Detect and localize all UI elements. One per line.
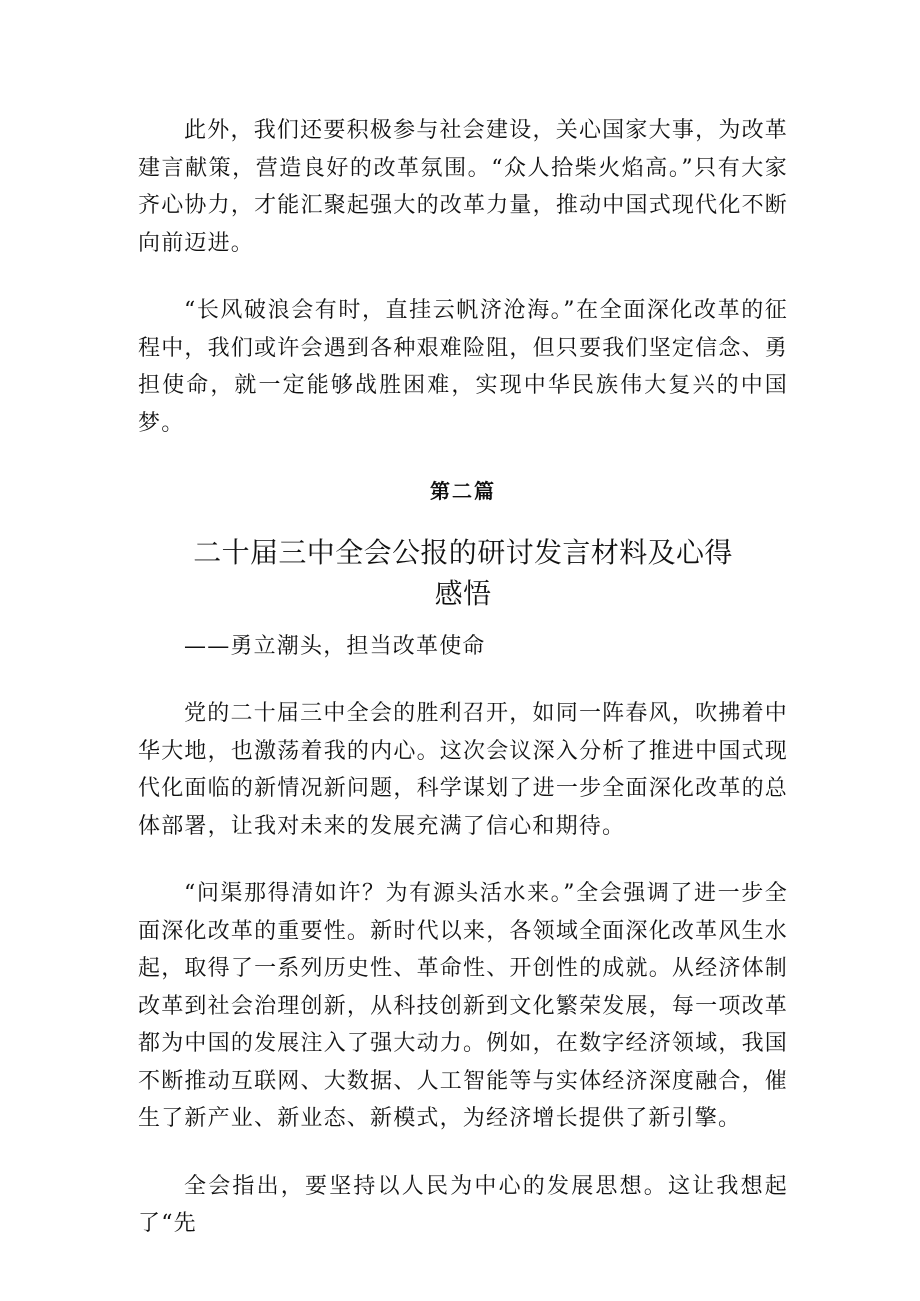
section-label: 第二篇 bbox=[430, 479, 496, 503]
paragraph: 全会指出，要坚持以人民为中心的发展思想。这让我想起了“先 bbox=[138, 1173, 788, 1236]
paragraph: “长风破浪会有时，直挂云帆济沧海。”在全面深化改革的征程中，我们或许会遇到各种艰难险阻，但只要我们坚定信念、勇担使命，就一定能够战胜困难，实现中华民族伟大复兴的中国梦。 bbox=[138, 298, 788, 436]
document-subtitle: ——勇立潮头，担当改革使命 bbox=[184, 634, 486, 659]
paragraph: 此外，我们还要积极参与社会建设，关心国家大事，为改革建言献策，营造良好的改革氛围。“众人拾柴火焰高。”只有大家齐心协力，才能汇聚起强大的改革力量，推动中国式现代化不断向前迈进。 bbox=[138, 118, 788, 256]
document-content bbox=[138, 112, 788, 1243]
paragraph: “问渠那得清如许？为有源头活水来。”全会强调了进一步全面深化改革的重要性。新时代以来，各领域全面深化改革风生水起，取得了一系列历史性、革命性、开创性的成就。从经济体制改革到社会治理创新，从科技创新到文化繁荣发展，每一项改革都为中国的发展注入了强大动力。例如，在数字经济领域，我国不断推动互联网、大数据、人工智能等与实体经济深度融合，催生了新产业、新业态、新模式，为经济增长提供了新引擎。 bbox=[138, 881, 788, 1131]
document-title: 二十届三中全会公报的研讨发言材料及心得感悟 bbox=[193, 536, 733, 610]
paragraph: 党的二十届三中全会的胜利召开，如同一阵春风，吹拂着中华大地，也激荡着我的内心。这次会议深入分析了推进中国式现代化面临的新情况新问题，科学谋划了进一步全面深化改革的总体部署，让我对未来的发展充满了信心和期待。 bbox=[138, 701, 788, 839]
